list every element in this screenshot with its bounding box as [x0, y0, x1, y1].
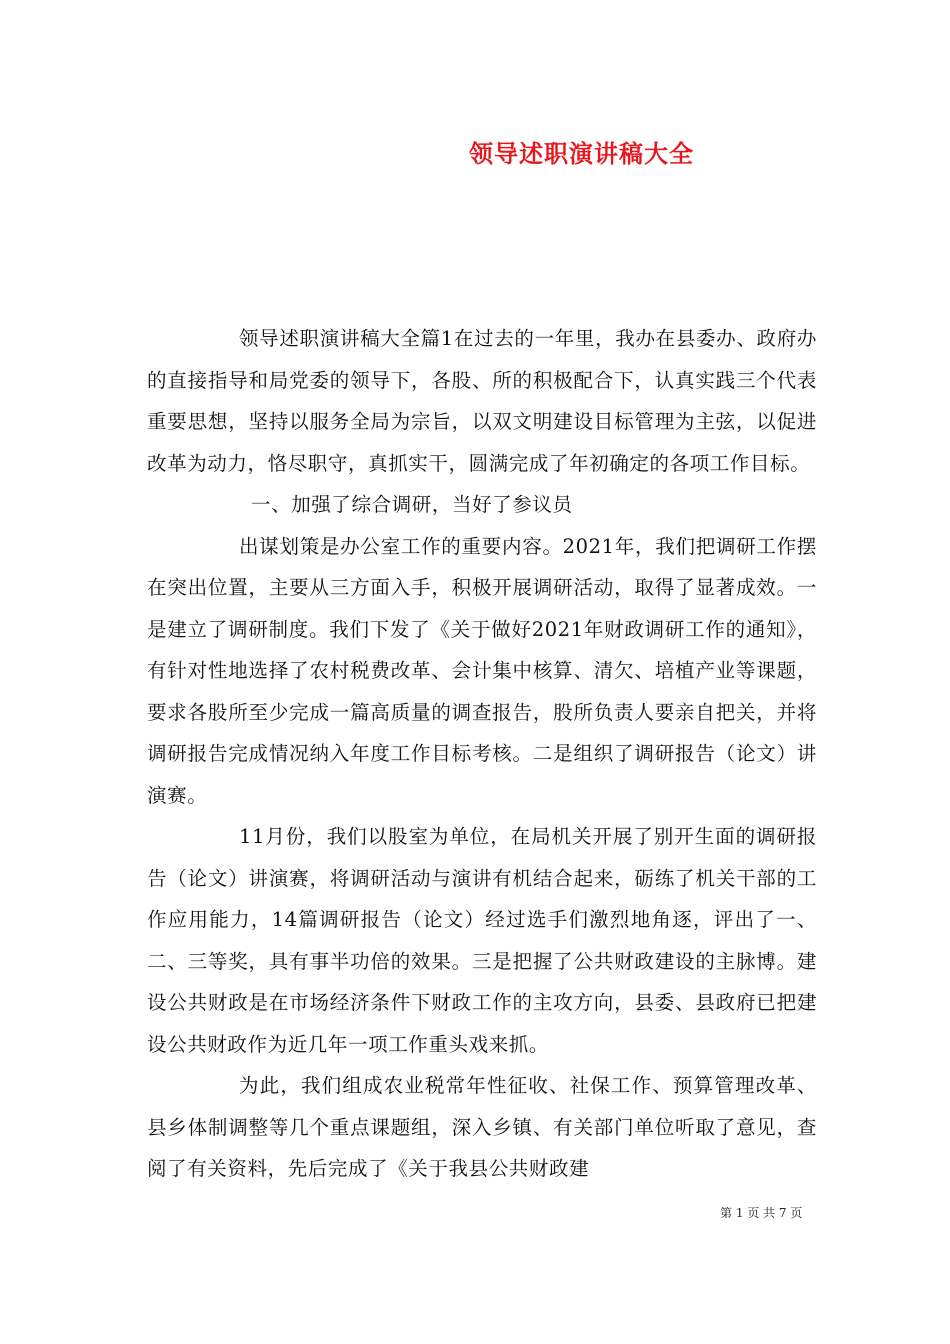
paragraph-november: 11月份，我们以股室为单位，在局机关开展了别开生面的调研报告（论文）讲演赛，将调研活动与演讲有机结合起来，砺练了机关干部的工作应用能力，14篇调研报告（论文）经过选手们激烈地角逐，评出了一、二、三等奖，具有事半功倍的效果。三是把握了公共财政建设的主脉博。建设公共财政是在市场经济条件下财政工作的主攻方向，县委、县政府已把建设公共财政作为近几年一项工作重头戏来抓。 — [147, 825, 817, 1056]
paragraph-research: 出谋划策是办公室工作的重要内容。2021年，我们把调研工作摆在突出位置，主要从三方面入手，积极开展调研活动，取得了显著成效。一是建立了调研制度。我们下发了《关于做好2021年财政调研工作的通知》，有针对性地选择了农村税费改革、会计集中核算、清欠、培植产业等课题，要求各股所至少完成一篇高质量的调查报告，股所负责人要亲自把关，并将调研报告完成情况纳入年度工作目标考核。二是组织了调研报告（论文）讲演赛。 — [147, 534, 817, 807]
page-number: 第 1 页 共 7 页 — [720, 1206, 803, 1220]
paragraph-intro: 领导述职演讲稿大全篇1在过去的一年里，我办在县委办、政府办的直接指导和局党委的领导下，各股、所的积极配合下，认真实践三个代表重要思想，坚持以服务全局为宗旨，以双文明建设目标管理为主弦，以促进改革为动力，恪尽职守，真抓实干，圆满完成了年初确定的各项工作目标。 — [147, 327, 817, 475]
paragraph-topics: 为此，我们组成农业税常年性征收、社保工作、预算管理改革、县乡体制调整等几个重点课题组，深入乡镇、有关部门单位听取了意见，查阅了有关资料，先后完成了《关于我县公共财政建 — [147, 1074, 817, 1180]
section-heading: 一、加强了综合调研，当好了参议员 — [251, 493, 573, 516]
page-title: 领导述职演讲稿大全 — [469, 139, 694, 168]
document-body — [147, 318, 817, 1190]
